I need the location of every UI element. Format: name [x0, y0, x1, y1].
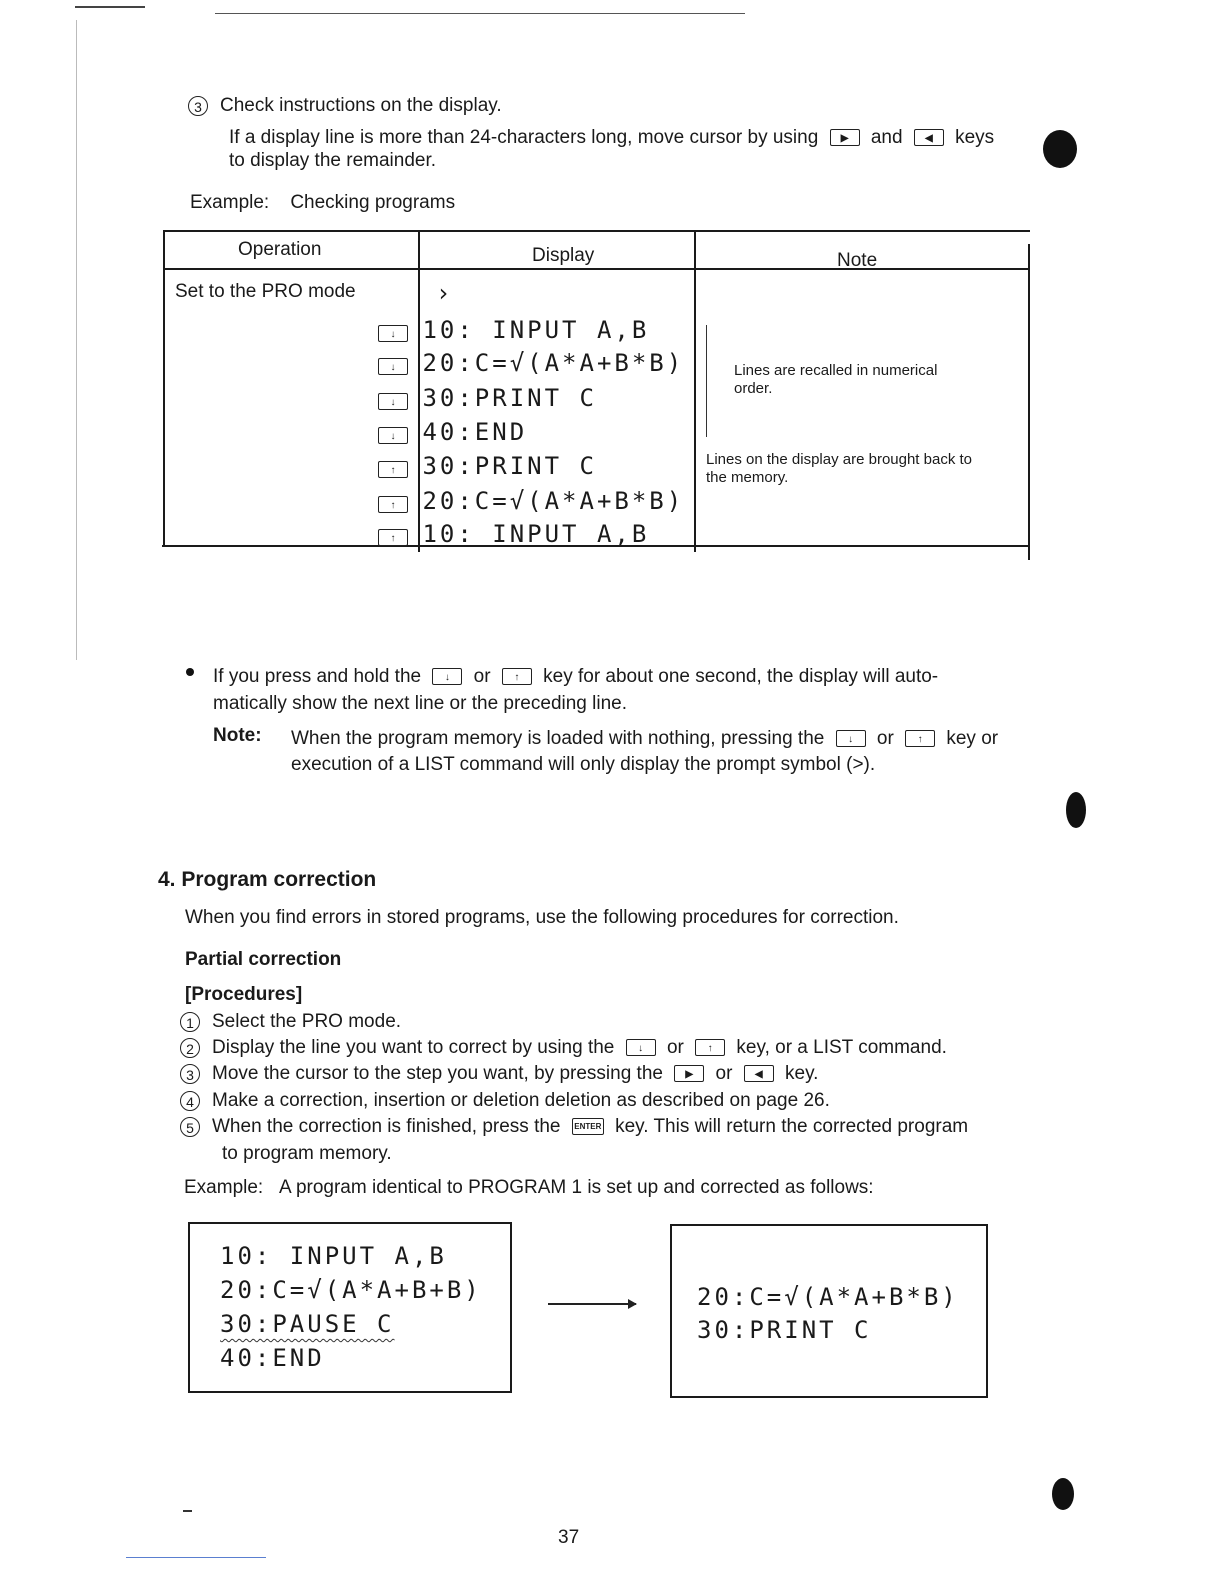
procedure-step-4: 4 Make a correction, insertion or deletion deletion as described on page 26. [180, 1089, 830, 1113]
up-arrow-key-icon: ↑ [502, 668, 532, 685]
procedure-step-1: 1 Select the PRO mode. [180, 1010, 401, 1034]
note-label: Note: [213, 725, 262, 746]
example1: Example: Checking programs [190, 192, 456, 213]
binding-hole-1 [1043, 130, 1077, 168]
section-intro: When you find errors in stored programs, use the following procedures for correction. [185, 907, 899, 928]
step3-line3: to display the remainder. [229, 150, 437, 171]
down-arrow-key-icon: ↓ [836, 730, 866, 747]
down-arrow-key-icon: ↓ [378, 393, 408, 410]
table-row: ↑ 20:C=√(A*A+B*B) [378, 487, 684, 515]
top-rule [75, 6, 145, 8]
procedure-step-5: 5 When the correction is finished, press the ENTER key. This will return the corrected program [180, 1115, 968, 1139]
note-bracket [706, 325, 707, 437]
prompt-symbol: › [436, 279, 454, 307]
procedures-label: [Procedures] [185, 984, 303, 1005]
binding-hole-2 [1066, 792, 1086, 828]
enter-key-icon: ENTER [572, 1118, 604, 1135]
step3-line1: 3 Check instructions on the display. [188, 94, 502, 118]
subheading: Partial correction [185, 949, 342, 970]
procedure-step-2: 2 Display the line you want to correct by using the ↓ or ↑ key, or a LIST command. [180, 1036, 947, 1060]
section-title: 4. Program correction [158, 868, 377, 891]
table-row: ↓ 30:PRINT C [378, 384, 597, 412]
circled-number: 3 [188, 96, 208, 116]
bullet-dot [186, 668, 194, 676]
right-arrow-key-icon: ▶ [830, 129, 860, 146]
bottom-rule [126, 1557, 266, 1558]
before-line: 40:END [220, 1344, 325, 1372]
dash-mark [183, 1510, 192, 1512]
down-arrow-key-icon: ↓ [378, 427, 408, 444]
procedure-step-5-cont: to program memory. [222, 1143, 392, 1164]
table-row: ↓ 40:END [378, 418, 527, 446]
down-arrow-key-icon: ↓ [432, 668, 462, 685]
left-margin-line [76, 20, 77, 660]
table-row: ↑ 30:PRINT C [378, 452, 597, 480]
note-1: Lines are recalled in numerical order. [734, 362, 938, 397]
up-arrow-key-icon: ↑ [905, 730, 935, 747]
set-pro-mode: Set to the PRO mode [175, 281, 356, 302]
arrowhead-icon [628, 1299, 637, 1309]
note-line2: execution of a LIST command will only display the prompt symbol (>). [291, 754, 876, 775]
header-operation: Operation [238, 239, 322, 260]
before-line: 30:PAUSE C [220, 1310, 395, 1338]
down-arrow-key-icon: ↓ [378, 325, 408, 342]
bullet-line1: If you press and hold the ↓ or ↑ key for about one second, the display will auto- [213, 666, 939, 687]
top-rule-2 [215, 13, 745, 14]
up-arrow-key-icon: ↑ [378, 529, 408, 546]
up-arrow-key-icon: ↑ [378, 496, 408, 513]
before-line: 20:C=√(A*A+B+B) [220, 1276, 482, 1304]
header-display: Display [532, 245, 595, 266]
procedure-step-3: 3 Move the cursor to the step you want, by pressing the ▶ or ◀ key. [180, 1062, 818, 1086]
up-arrow-key-icon: ↑ [378, 461, 408, 478]
after-box [670, 1224, 988, 1398]
table-row: ↑ 10: INPUT A,B [378, 520, 649, 548]
down-arrow-key-icon: ↓ [626, 1039, 656, 1056]
table-row: ↓ 20:C=√(A*A+B*B) [378, 349, 684, 377]
after-line: 30:PRINT C [697, 1316, 872, 1344]
left-arrow-key-icon: ◀ [914, 129, 944, 146]
step3-line2: If a display line is more than 24-characters long, move cursor by using ▶ and ◀ keys [229, 127, 995, 148]
note-line1: When the program memory is loaded with nothing, pressing the ↓ or ↑ key or [291, 728, 999, 749]
page-number: 37 [558, 1527, 580, 1548]
table-row: ↓ 10: INPUT A,B [378, 316, 649, 344]
arrow-right-icon [548, 1303, 636, 1305]
before-line: 10: INPUT A,B [220, 1242, 447, 1270]
note-2: Lines on the display are brought back to the memory. [706, 451, 973, 486]
example2: Example: A program identical to PROGRAM 1 is set up and corrected as follows: [184, 1177, 874, 1198]
binding-hole-3 [1052, 1478, 1074, 1510]
bullet-line2: matically show the next line or the preceding line. [213, 693, 628, 714]
right-arrow-key-icon: ▶ [674, 1065, 704, 1082]
left-arrow-key-icon: ◀ [744, 1065, 774, 1082]
up-arrow-key-icon: ↑ [695, 1039, 725, 1056]
after-line: 20:C=√(A*A+B*B) [697, 1283, 959, 1311]
header-note: Note [837, 250, 878, 271]
down-arrow-key-icon: ↓ [378, 358, 408, 375]
